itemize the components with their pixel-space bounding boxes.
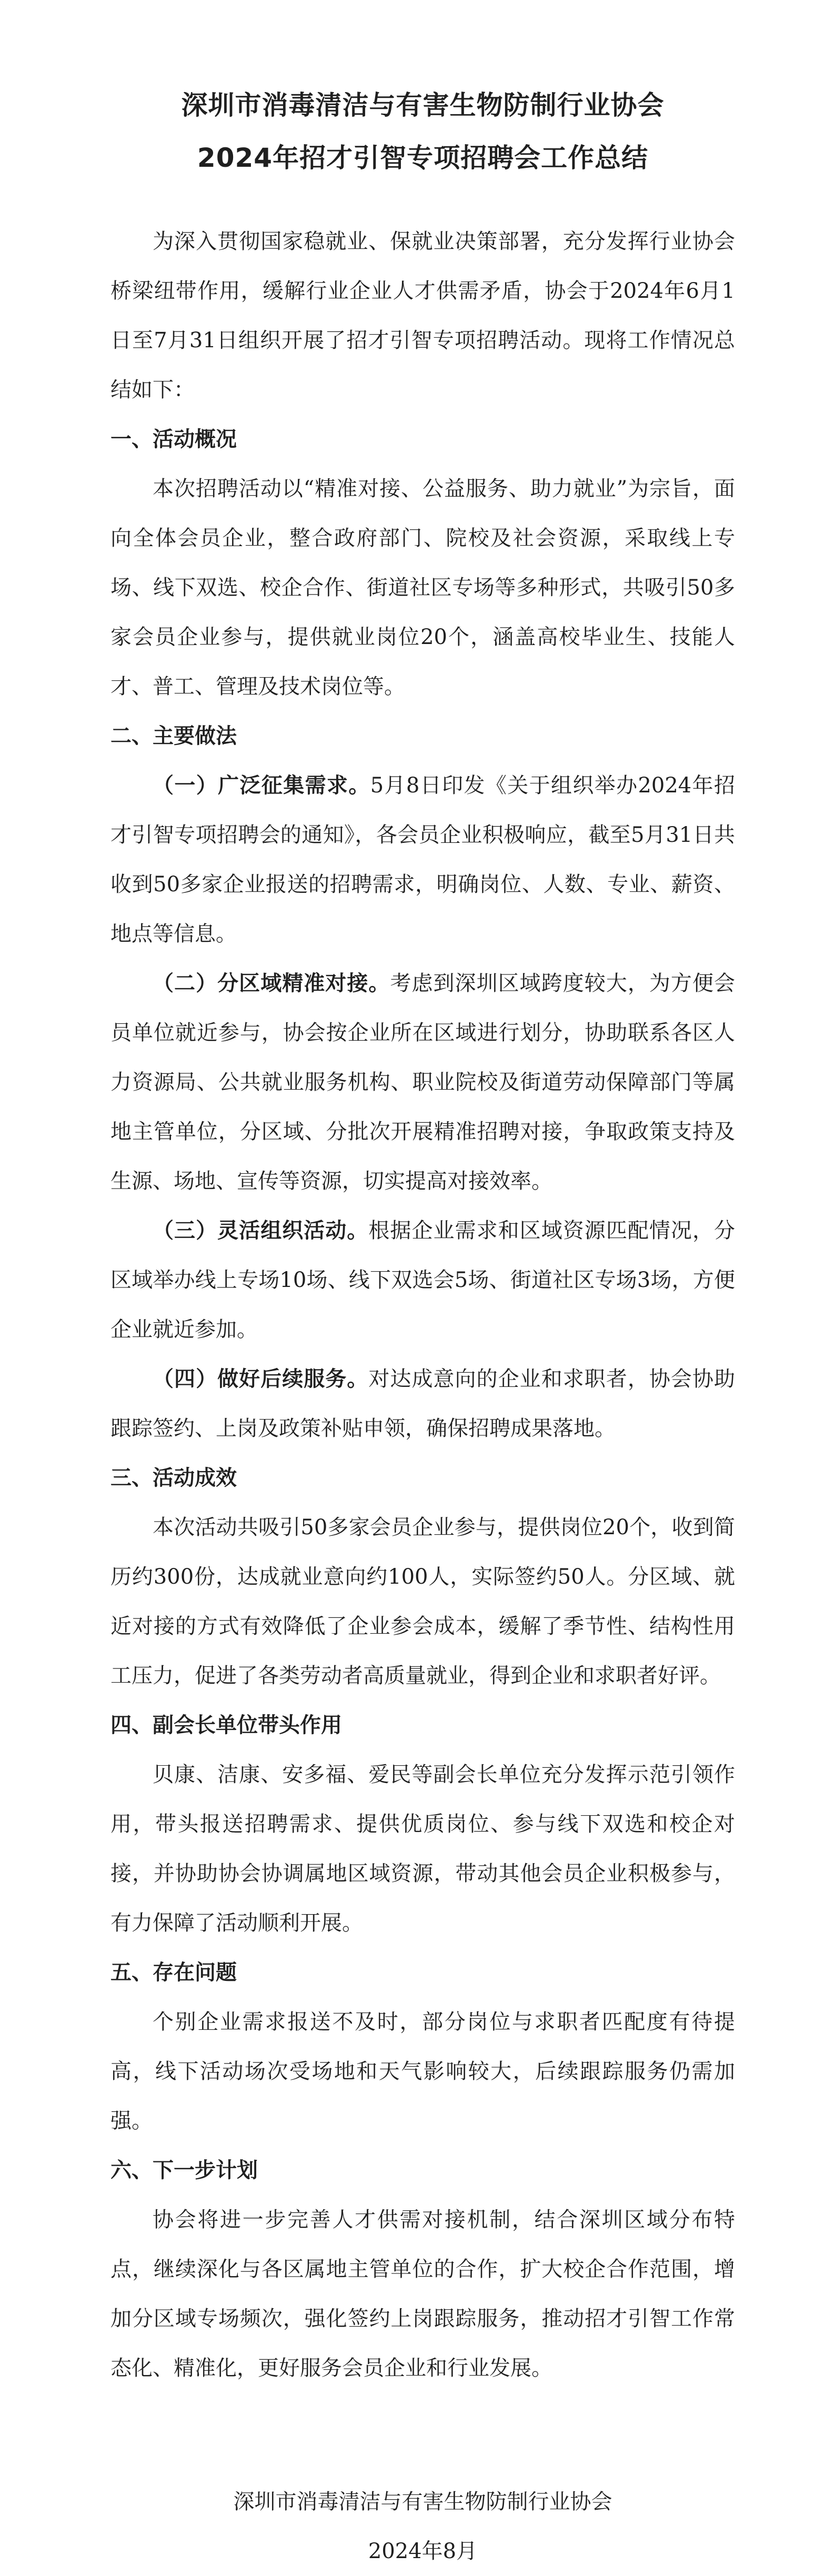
- signature-date: 2024年8月: [368, 2539, 478, 2563]
- method-item-1: [110, 761, 735, 959]
- next-steps-paragraph: 协会将进一步完善人才供需对接机制，结合深圳区域分布特点，继续深化与各区属地主管单位的合作，扩大校企合作范围，增加分区域专场频次，强化签约上岗跟踪服务，推动招才引智工作常态化、精准化，更好服务会员企业和行业发展。: [110, 2208, 735, 2380]
- section-heading-results: 三、活动成效: [110, 1466, 237, 1490]
- method-item-4-lead: （四）做好后续服务。: [153, 1367, 369, 1391]
- section-heading-next-steps: 六、下一步计划: [110, 2158, 258, 2182]
- signature-organization: 深圳市消毒清洁与有害生物防制行业协会: [233, 2490, 612, 2514]
- method-item-3: [110, 1206, 735, 1354]
- results-paragraph: 本次活动共吸引50多家会员企业参与，提供岗位20个，收到简历约300份，达成就业意向约100人，实际签约50人。分区域、就近对接的方式有效降低了企业参会成本，缓解了季节性、结构性用工压力，促进了各类劳动者高质量就业，得到企业和求职者好评。: [110, 1515, 735, 1688]
- method-item-1-lead: （一）广泛征集需求。: [153, 773, 370, 798]
- signature-block: [110, 2477, 735, 2576]
- section-heading-problems: 五、存在问题: [110, 1960, 237, 1985]
- method-item-2: [110, 959, 735, 1206]
- method-item-2-lead: （二）分区域精准对接。: [153, 971, 390, 995]
- vice-president-paragraph: 贝康、洁康、安多福、爱民等副会长单位充分发挥示范引领作用，带头报送招聘需求、提供优质岗位、参与线下双选和校企对接，并协助协会协调属地区域资源，带动其他会员企业积极参与，有力保障了活动顺利开展。: [110, 1763, 735, 1935]
- intro-paragraph: 为深入贯彻国家稳就业、保就业决策部署，充分发挥行业协会桥梁纽带作用，缓解行业企业人才供需矛盾，协会于2024年6月1日至7月31日组织开展了招才引智专项招聘活动。现将工作情况总结如下：: [110, 229, 735, 402]
- method-item-1-text: 5月8日印发《关于组织举办2024年招才引智专项招聘会的通知》，各会员企业积极响应，截至5月31日共收到50多家企业报送的招聘需求，明确岗位、人数、专业、薪资、地点等信息。: [110, 773, 735, 946]
- problems-paragraph: 个别企业需求报送不及时，部分岗位与求职者匹配度有待提高，线下活动场次受场地和天气影响较大，后续跟踪服务仍需加强。: [110, 2010, 735, 2133]
- overview-paragraph: 本次招聘活动以“精准对接、公益服务、助力就业”为宗旨，面向全体会员企业，整合政府部门、院校及社会资源，采取线上专场、线下双选、校企合作、街道社区专场等多种形式，共吸引50多家会员企业参与，提供就业岗位20个，涵盖高校毕业生、技能人才、普工、管理及技术岗位等。: [110, 477, 735, 699]
- section-heading-overview: 一、活动概况: [110, 427, 237, 451]
- document-title-line2: 2024年招才引智专项招聘会工作总结: [197, 143, 649, 173]
- document-title-line1: 深圳市消毒清洁与有害生物防制行业协会: [181, 90, 665, 120]
- method-item-3-lead: （三）灵活组织活动。: [153, 1219, 369, 1243]
- method-item-4-text: 对达成意向的企业和求职者，协会协助跟踪签约、上岗及政策补贴申领，确保招聘成果落地。: [110, 1367, 736, 1441]
- method-item-4: [110, 1354, 735, 1453]
- section-heading-methods: 二、主要做法: [110, 724, 237, 748]
- method-item-3-text: 根据企业需求和区域资源匹配情况，分区域举办线上专场10场、线下双选会5场、街道社区专场3场，方便企业就近参加。: [110, 1219, 736, 1342]
- section-heading-vice-president-role: 四、副会长单位带头作用: [110, 1713, 342, 1737]
- method-item-2-text: 考虑到深圳区域跨度较大，为方便会员单位就近参与，协会按企业所在区域进行划分，协助联系各区人力资源局、公共就业服务机构、职业院校及街道劳动保障部门等属地主管单位，分区域、分批次开展精准招聘对接，争取政策支持及生源、场地、宣传等资源，切实提高对接效率。: [110, 971, 736, 1193]
